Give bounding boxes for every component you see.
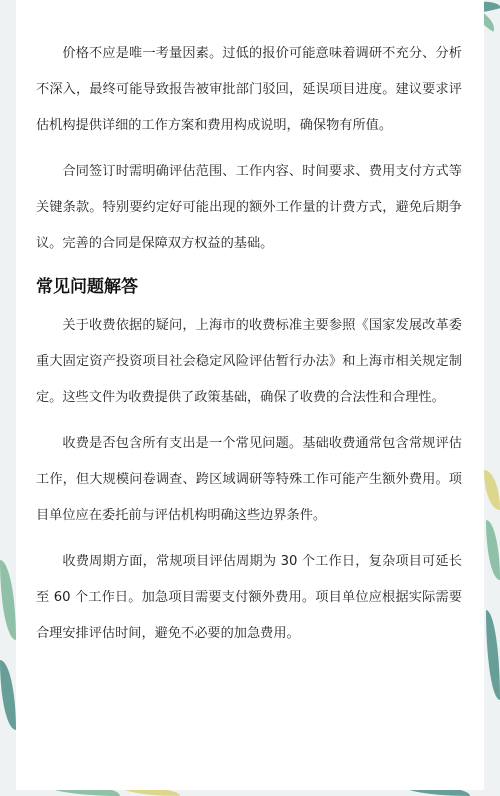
paragraph: 价格不应是唯一考量因素。过低的报价可能意味着调研不充分、分析不深入，最终可能导致报告被审批部门驳回，延误项目进度。建议要求评估机构提供详细的工作方案和费用构成说明，确保物有所值。	[36, 46, 462, 133]
faq-heading: 常见问题解答	[36, 277, 138, 297]
paragraph: 收费是否包含所有支出是一个常见问题。基础收费通常包含常规评估工作，但大规模问卷调查、跨区域调研等特殊工作可能产生额外费用。项目单位应在委托前与评估机构明确这些边界条件。	[36, 436, 462, 523]
paragraph: 关于收费依据的疑问，上海市的收费标准主要参照《国家发展改革委重大固定资产投资项目社会稳定风险评估暂行办法》和上海市相关规定制定。这些文件为收费提供了政策基础，确保了收费的合法性和合理性。	[36, 318, 462, 405]
paragraph: 收费周期方面，常规项目评估周期为 30 个工作日，复杂项目可延长至 60 个工作日。加急项目需要支付额外费用。项目单位应根据实际需要合理安排评估时间，避免不必要的加急费用。	[36, 554, 462, 641]
article-section-intro	[36, 36, 462, 262]
paragraph: 合同签订时需明确评估范围、工作内容、时间要求、费用支付方式等关键条款。特别要约定好可能出现的额外工作量的计费方式，避免后期争议。完善的合同是保障双方权益的基础。	[36, 164, 462, 251]
faq-section	[36, 272, 462, 652]
article-card	[16, 0, 484, 790]
